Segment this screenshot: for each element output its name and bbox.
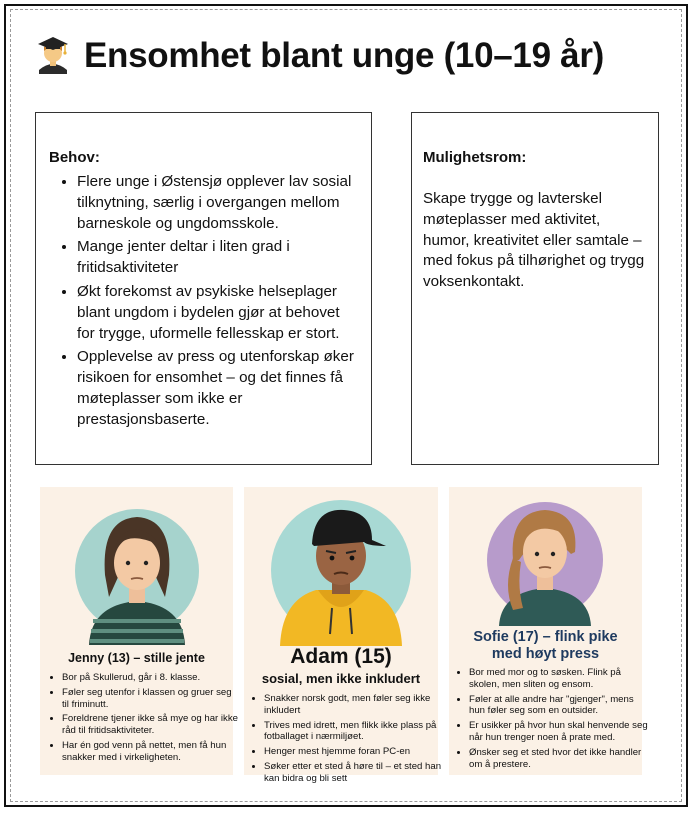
list-item: • Ønsker seg et sted hvor det ikke handler om å prestere. [469,747,649,771]
persona-name: Jenny (13) – stille jente [68,651,205,665]
page-header [36,30,656,82]
list-item: • Henger mest hjemme foran PC-en [264,746,444,758]
behov-heading: Behov: [49,149,100,166]
list-item: • Økt forekomst av psykiske helseplager blant ungdom i bydelen gjør at behovet for trygge, uformelle fellesskap er stort. [77,282,357,344]
list-item: • Føler seg utenfor i klassen og gruer seg til friminutt. [62,687,238,711]
persona-card-adam [244,487,442,784]
behov-box [35,112,372,465]
list-item: • Flere unge i Østensjø opplever lav sosial tilknytning, særlig i overgangen mellom barneskole og ungdomsskole. [77,172,357,234]
behov-list [49,172,357,431]
jenny-avatar-illustration [71,505,203,645]
list-item: • Føler at alle andre har "gjenger", mens hun føler seg som en outsider. [469,694,649,718]
list-item: • Snakker norsk godt, men føler seg ikke inkludert [264,693,444,717]
persona-details [244,693,444,788]
list-item: • Mange jenter deltar i liten grad i fritidsaktiviteter [77,237,357,279]
list-item: • Har én god venn på nettet, men få hun snakker med i virkeligheten. [62,740,238,764]
list-item: • Bor med mor og to søsken. Flink på skolen, men sliten og ensom. [469,667,649,691]
list-item: • Søker etter et sted å høre til – et sted han kan bidra og bli sett [264,761,444,785]
page-title: Ensomhet blant unge (10–19 år) [84,36,605,75]
mulighetsrom-box [411,112,659,465]
persona-card-sofie [449,487,648,775]
sofie-avatar-illustration [483,500,607,626]
persona-name: Sofie (17) – flink pike med høyt press [473,629,618,662]
persona-details [449,667,649,773]
list-item: • Foreldrene tjener ikke så mye og har ikke råd til fritidsaktiviteter. [62,713,238,737]
list-item: • Er usikker på hvor hun skal henvende seg når hun trenger noen å prate med. [469,720,649,744]
adam-avatar-illustration [268,496,414,646]
mulighetsrom-text: Skape trygge og lavterskel møteplasser med aktivitet, humor, kreativitet eller samtale – med fokus på tilhørighet og trygg voksenkontakt. [423,190,645,291]
list-item: • Trives med idrett, men flikk ikke plass på fotballaget i nærmiljøet. [264,720,444,744]
persona-card-jenny [40,487,238,775]
persona-details [46,672,238,767]
persona-name: Adam (15) [290,645,392,668]
mulighetsrom-heading: Mulighetsrom: [423,149,527,166]
student-icon [36,34,70,79]
list-item: • Opplevelse av press og utenforskap øker risikoen for ensomhet – og det finnes få møteplasser som ikke er prestasjonsbaserte. [77,347,357,430]
list-item: • Bor på Skullerud, går i 8. klasse. [62,672,238,684]
persona-subtitle: sosial, men ikke inkludert [261,671,421,686]
